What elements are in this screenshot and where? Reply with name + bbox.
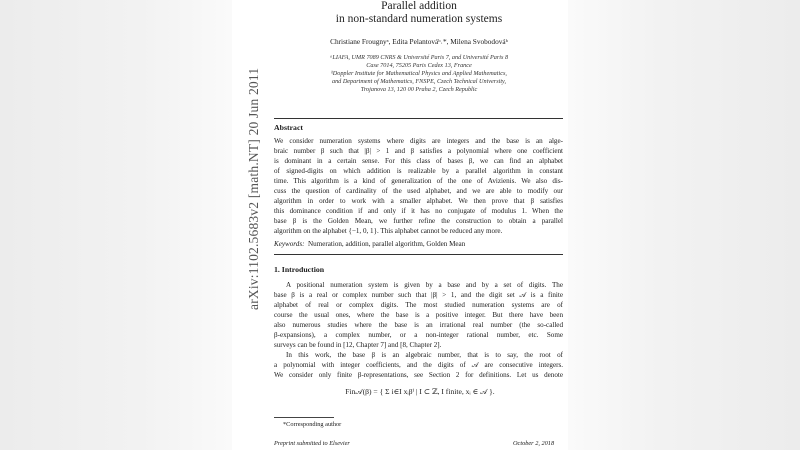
abstract-line: is dominant in a certain sense. For this class of bases β, we can find an alphabet [274,157,563,165]
affiliation-line: Case 7014, 75205 Paris Cedex 13, France [366,62,472,69]
intro-line: a polynomial with integer coefficients, and the digits of 𝒜 are consecutive integers. [274,361,563,369]
intro-line: also numerous studies where the base is an irrational real number (the so-called [274,321,563,329]
preprint-date: October 2, 2018 [513,440,555,447]
abstract-line: braic number β such that |β| > 1 and β satisfies a polynomial where one coefficient [274,147,563,155]
right-margin [568,0,800,450]
intro-line: base β is a real or complex number such that |β| > 1, and the digit set 𝒜 is a finite [274,291,563,299]
intro-line: β-expansions), a complex number, or a non-integer rational number, etc. Some [274,331,563,339]
arxiv-identifier[interactable]: arXiv:1102.5683v2 [math.NT] 20 Jun 2011 [246,67,261,310]
intro-line: course the usual ones, where the base is a positive integer. But there have been [274,311,563,319]
abstract-heading: Abstract [274,123,304,132]
affiliation-line: and Department of Mathematics, FNSPE, Czech Technical University, [331,78,507,85]
intro-line: We consider only finite β-representations, see Section 2 for definitions. Let us denote [274,371,563,379]
abstract-line: of signed-digits on which addition is realizable by a parallel algorithm in constant [274,167,563,175]
abstract-line: algorithm on the alphabet {−1, 0, 1}. This alphabet cannot be reduced any more. [274,227,503,235]
keywords-label: Keywords: [274,240,305,248]
preprint-note: Preprint submitted to Elsevier [274,440,350,447]
abstract-line: We consider numeration systems where digits are integers and the base is an alge- [274,137,563,145]
display-formula: Fin𝒜(β) = { Σ i∈I xᵢβⁱ | I ⊂ ℤ, I finite, xᵢ ∈ 𝒜 }. [345,387,495,396]
abstract-line: this dominance condition if and only if it has no conjugate of modulus 1. When the [274,207,563,215]
keywords [274,240,465,248]
abstract-line: time. This algorithm is a kind of generalization of the one of Avizienis. We also dis- [274,177,563,185]
paper-title-line-2: in non-standard numeration systems [335,13,503,25]
abstract-line: cuss the question of cardinality of the used alphabet, and we are able to modify our [274,187,563,195]
affiliation-line: Trojanova 13, 120 00 Praha 2, Czech Republic [360,86,478,93]
abstract-line: algorithm in order to work with a smaller alphabet. We then prove that β satisfies [274,197,563,205]
intro-line: alphabet of real or complex digits. The most studied numeration systems are of [274,301,563,309]
footnote-rule [274,417,334,418]
affiliation-line: ᵇDoppler Institute for Mathematical Physics and Applied Mathematics, [331,70,507,77]
intro-line: surveys can be found in [12, Chapter 7] and [8, Chapter 2]. [274,341,442,349]
abstract-bottom-rule [274,254,563,255]
left-margin [0,0,232,450]
footnote: *Corresponding author [283,421,342,428]
abstract-top-rule [274,118,563,119]
intro-line: In this work, the base β is an algebraic number, that is to say, the root of [286,351,563,359]
author-list: Christiane Frougnyᵃ, Edita Pelantováᵇ˒*, Milena Svobodováᵇ [330,37,508,46]
keywords-list: Numeration, addition, parallel algorithm, Golden Mean [308,240,466,248]
abstract-line: base β is the Golden Mean, we further refine the construction to obtain a parallel [274,217,563,225]
section-heading: 1. Introduction [274,265,325,274]
paper-title-line-1: Parallel addition [381,0,457,12]
intro-line: A positional numeration system is given by a base and by a set of digits. The [286,281,563,289]
affiliation-line: ᵃLIAFA, UMR 7089 CNRS & Université Paris 7, and Université Paris 8 [329,54,509,61]
